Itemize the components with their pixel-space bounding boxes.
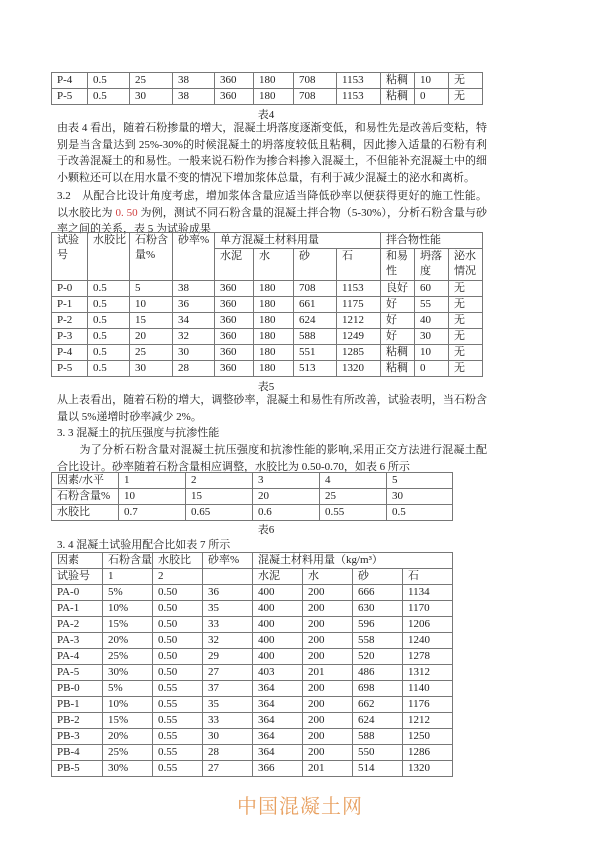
table-cell: 0: [415, 89, 449, 105]
table-cell: P-5: [52, 361, 88, 377]
table-cell: 1240: [403, 633, 453, 649]
table-cell: 200: [303, 649, 353, 665]
table-cell: 558: [353, 633, 403, 649]
table-cell: 0.55: [153, 745, 203, 761]
table-cell: 180: [254, 281, 294, 297]
table-cell: 588: [294, 329, 337, 345]
table-cell: 10: [119, 489, 186, 505]
header-cell: 砂: [353, 569, 403, 585]
table-cell: 0.50: [153, 617, 203, 633]
table-cell: 4: [320, 473, 387, 489]
header-test-id: 试验号: [52, 233, 88, 281]
table-cell: 200: [303, 745, 353, 761]
paragraph-table5-analysis: 从上表看出，随着石粉的增大，调整砂率，混凝土和易性有所改善，试验表明，当石粉含量以 5%递增时砂率减少 2%。: [57, 394, 487, 423]
table-cell: 0.6: [253, 505, 320, 521]
table-cell: P-2: [52, 313, 88, 329]
table-row: [52, 617, 453, 633]
table-cell: 无: [449, 73, 483, 89]
table-cell: 708: [294, 89, 337, 105]
header-materials: 混凝土材料用量（kg/m³）: [253, 553, 453, 569]
table-cell: 0.55: [153, 697, 203, 713]
table-cell: 0.55: [320, 505, 387, 521]
table-cell: PA-0: [52, 585, 103, 601]
header-cell: 试验号: [52, 569, 103, 585]
table-cell: 2: [186, 473, 253, 489]
table-cell: 32: [203, 633, 253, 649]
table-cell: 666: [353, 585, 403, 601]
table-cell: 0.5: [88, 297, 130, 313]
table-cell: 0.5: [88, 89, 130, 105]
table-row: [52, 313, 483, 329]
table-cell: 33: [203, 713, 253, 729]
table-cell: 180: [254, 297, 294, 313]
table-cell: 55: [415, 297, 449, 313]
table-cell: 0.55: [153, 761, 203, 777]
table-cell: P-4: [52, 345, 88, 361]
table-cell: 708: [294, 281, 337, 297]
table-cell: 0.50: [153, 585, 203, 601]
table-cell: 38: [173, 89, 215, 105]
table-cell: 10: [415, 73, 449, 89]
header-properties: 拌合物性能: [381, 233, 483, 249]
heading-3-4: 3. 4 混凝土试验用配合比如表 7 所示: [57, 539, 231, 551]
table-cell: 15%: [103, 617, 153, 633]
table-cell: 1206: [403, 617, 453, 633]
table-cell: 1249: [337, 329, 381, 345]
header-sand-ratio: 砂率%: [203, 553, 253, 569]
table-cell: 1320: [403, 761, 453, 777]
header-wb-ratio: 水胶比: [88, 233, 130, 281]
table-cell: 0.50: [153, 665, 203, 681]
table-cell: P-0: [52, 281, 88, 297]
table-cell: 180: [254, 73, 294, 89]
table-cell: 5: [387, 473, 453, 489]
header-cell: 水泥: [253, 569, 303, 585]
table-cell: PB-0: [52, 681, 103, 697]
table-cell: 33: [203, 617, 253, 633]
table-cell: 400: [253, 633, 303, 649]
table-cell: 25: [320, 489, 387, 505]
table-cell: 0.5: [387, 505, 453, 521]
table-cell: 25: [130, 73, 173, 89]
table-cell: PB-2: [52, 713, 103, 729]
table-cell: 360: [215, 297, 254, 313]
table-row: [52, 729, 453, 745]
table-cell: 1286: [403, 745, 453, 761]
table-cell: P-4: [52, 73, 88, 89]
table-cell: 662: [353, 697, 403, 713]
header-cell: 石: [403, 569, 453, 585]
table-row: [52, 601, 453, 617]
table-row: [52, 761, 453, 777]
table-cell: 400: [253, 601, 303, 617]
header-cell: 坍落度: [415, 249, 449, 281]
table-cell: 708: [294, 73, 337, 89]
table-cell: 0.50: [153, 601, 203, 617]
table-cell: 551: [294, 345, 337, 361]
table-cell: 15: [186, 489, 253, 505]
table-cell: 0.55: [153, 713, 203, 729]
table-cell: 200: [303, 729, 353, 745]
table-row: [52, 473, 453, 489]
table-cell: 0.55: [153, 681, 203, 697]
table-cell: 588: [353, 729, 403, 745]
table-cell: 360: [215, 329, 254, 345]
table-row: [52, 73, 483, 89]
table-row: [52, 345, 483, 361]
table-cell: 良好: [381, 281, 415, 297]
table-cell: 550: [353, 745, 403, 761]
table-cell: PB-3: [52, 729, 103, 745]
table-cell: 1250: [403, 729, 453, 745]
table-cell: 36: [173, 297, 215, 313]
table-cell: PB-4: [52, 745, 103, 761]
table-cell: 粘稠: [381, 73, 415, 89]
table-cell: 360: [215, 281, 254, 297]
header-cell: 砂: [294, 249, 337, 281]
table-cell: 360: [215, 73, 254, 89]
table-cell: 200: [303, 681, 353, 697]
table-cell: 20%: [103, 633, 153, 649]
table-cell: 36: [203, 585, 253, 601]
table-cell: 好: [381, 297, 415, 313]
table-cell: 1: [119, 473, 186, 489]
table-cell: 364: [253, 713, 303, 729]
paragraph-3-2: [57, 188, 487, 238]
table-cell: 无: [449, 361, 483, 377]
table-cell: 27: [203, 665, 253, 681]
table-cell: 400: [253, 649, 303, 665]
table-cell: 1212: [337, 313, 381, 329]
table-cell: P-3: [52, 329, 88, 345]
table-cell: 60: [415, 281, 449, 297]
table-cell: 0.7: [119, 505, 186, 521]
table-cell: 28: [203, 745, 253, 761]
table-cell: PA-4: [52, 649, 103, 665]
header-powder: 石粉含量: [103, 553, 153, 569]
table-cell: 38: [173, 73, 215, 89]
table-cell: 27: [203, 761, 253, 777]
table-cell: 1285: [337, 345, 381, 361]
header-cell: 水: [254, 249, 294, 281]
table-row: [52, 697, 453, 713]
table-cell: 624: [353, 713, 403, 729]
table-row: [52, 489, 453, 505]
heading-3-3: 3. 3 混凝土的抗压强度与抗渗性能: [57, 427, 220, 439]
table-cell: 20: [253, 489, 320, 505]
watermark-logo: 中国混凝土网: [237, 794, 363, 818]
table-cell: 1278: [403, 649, 453, 665]
table-cell: 486: [353, 665, 403, 681]
table-cell: 35: [203, 601, 253, 617]
table-row: [52, 649, 453, 665]
table-cell: 28: [173, 361, 215, 377]
table-cell: 5: [130, 281, 173, 297]
table-cell: 3: [253, 473, 320, 489]
header-factor: 因素: [52, 553, 103, 569]
table-cell: 30: [415, 329, 449, 345]
table-cell: 石粉含量%: [52, 489, 119, 505]
table-row: [52, 281, 483, 297]
table-cell: 360: [215, 89, 254, 105]
table-cell: 0.5: [88, 345, 130, 361]
table-5: [51, 232, 483, 377]
table-cell: 无: [449, 281, 483, 297]
table-cell: 30%: [103, 665, 153, 681]
table-cell: PB-1: [52, 697, 103, 713]
table-cell: 1140: [403, 681, 453, 697]
table-cell: PA-1: [52, 601, 103, 617]
header-cell: 水: [303, 569, 353, 585]
table-cell: PA-5: [52, 665, 103, 681]
table-cell: 200: [303, 601, 353, 617]
table-cell: P-1: [52, 297, 88, 313]
table-cell: 624: [294, 313, 337, 329]
table-cell: 364: [253, 697, 303, 713]
table-cell: 0.5: [88, 361, 130, 377]
table-cell: 364: [253, 745, 303, 761]
header-cell: 和易性: [381, 249, 415, 281]
table-cell: 29: [203, 649, 253, 665]
table-cell: 520: [353, 649, 403, 665]
table-row: [52, 329, 483, 345]
para-text: 3.2 从配合比设计角度考虑，增加浆体含量应适当降低砂率以便获得更好的施工性能。以水胶比为: [57, 190, 487, 219]
table-cell: 514: [353, 761, 403, 777]
para-text: 为例，测试不同石粉含量的混凝土拌合物（5-30%），分析石粉含量与砂率之间的关系，表 5 为试验成果: [57, 206, 488, 236]
table-cell: 1212: [403, 713, 453, 729]
table-cell: 1170: [403, 601, 453, 617]
table-cell: 0.5: [88, 313, 130, 329]
table-cell: 180: [254, 329, 294, 345]
table-row: [52, 665, 453, 681]
table-cell: 10: [130, 297, 173, 313]
table-cell: 0.5: [88, 329, 130, 345]
table-row: [52, 681, 453, 697]
table-cell: 400: [253, 617, 303, 633]
paragraph-3-3: 为了分析石粉含量对混凝土抗压强度和抗渗性能的影响,采用正交方法进行混凝土配合比设计。砂率随着石粉含量相应调整，水胶比为 0.50-0.70，如表 6 所示: [57, 444, 487, 473]
header-cell: 泌水情况: [449, 249, 483, 281]
table-cell: 10%: [103, 697, 153, 713]
table-cell: 0.65: [186, 505, 253, 521]
table-cell: 400: [253, 585, 303, 601]
table-cell: 无: [449, 329, 483, 345]
table-cell: 200: [303, 697, 353, 713]
table-cell: 201: [303, 761, 353, 777]
table-cell: 34: [173, 313, 215, 329]
table-cell: 15: [130, 313, 173, 329]
table-6-caption: 表6: [257, 524, 275, 536]
header-cell: 石: [337, 249, 381, 281]
table-cell: 1153: [337, 89, 381, 105]
header-cell: 1: [103, 569, 153, 585]
table-cell: 200: [303, 617, 353, 633]
table-cell: 5%: [103, 681, 153, 697]
table-5-caption: 表5: [257, 381, 275, 393]
table-row: [52, 361, 483, 377]
table-cell: 无: [449, 89, 483, 105]
table-7: [51, 552, 453, 777]
table-cell: 403: [253, 665, 303, 681]
table-cell: 661: [294, 297, 337, 313]
table-cell: 0.5: [88, 281, 130, 297]
table-cell: 0.50: [153, 649, 203, 665]
paragraph-table4-analysis: 由表 4 看出，随着石粉掺量的增大，混凝土坍落度逐渐变低，和易性先是改善后变粘，特别是当含量达到 25%-30%的时候混凝土的坍落度较低且粘稠，因此掺入适量的石粉有利于改善混凝土的和易性。一般来说石粉作为掺合料掺入混凝土，不但能补充混凝土中的细小颗粒还可以在用水量不变的情况下增加浆体总量，有利于减少混凝土的泌水和离析。: [57, 122, 487, 184]
header-cell: 水泥: [215, 249, 254, 281]
table-cell: 360: [215, 361, 254, 377]
table-cell: 630: [353, 601, 403, 617]
table-cell: 200: [303, 633, 353, 649]
table-4-caption: 表4: [257, 109, 275, 121]
header-powder: 石粉含量%: [130, 233, 173, 281]
table-cell: 360: [215, 313, 254, 329]
table-cell: 好: [381, 313, 415, 329]
header-cell: 2: [153, 569, 203, 585]
table-cell: 粘稠: [381, 89, 415, 105]
table-cell: 38: [173, 281, 215, 297]
table-cell: 好: [381, 329, 415, 345]
table-cell: 1312: [403, 665, 453, 681]
header-wb-ratio: 水胶比: [153, 553, 203, 569]
table-row: [52, 297, 483, 313]
header-materials: 单方混凝土材料用量: [215, 233, 381, 249]
table-row: [52, 585, 453, 601]
table-cell: 180: [254, 313, 294, 329]
table-cell: 30: [130, 89, 173, 105]
table-cell: 180: [254, 361, 294, 377]
table-cell: 无: [449, 297, 483, 313]
table-cell: 200: [303, 713, 353, 729]
table-cell: 25%: [103, 745, 153, 761]
table-row: [52, 505, 453, 521]
highlighted-ratio: 0. 50: [115, 206, 138, 219]
table-4: [51, 72, 483, 105]
table-cell: 180: [254, 345, 294, 361]
table-cell: 0.5: [88, 73, 130, 89]
table-cell: 5%: [103, 585, 153, 601]
table-cell: 30: [173, 345, 215, 361]
table-cell: P-5: [52, 89, 88, 105]
table-cell: 35: [203, 697, 253, 713]
table-6: [51, 472, 453, 521]
table-cell: 1134: [403, 585, 453, 601]
table-cell: 20%: [103, 729, 153, 745]
table-cell: 粘稠: [381, 345, 415, 361]
table-cell: 10: [415, 345, 449, 361]
table-row: [52, 633, 453, 649]
table-cell: 无: [449, 313, 483, 329]
table-cell: 180: [254, 89, 294, 105]
table-cell: 1320: [337, 361, 381, 377]
table-cell: 513: [294, 361, 337, 377]
header-sand-ratio: 砂率%: [173, 233, 215, 281]
table-row: [52, 745, 453, 761]
table-cell: 30: [387, 489, 453, 505]
table-cell: PA-2: [52, 617, 103, 633]
table-cell: 364: [253, 681, 303, 697]
table-cell: 0.55: [153, 729, 203, 745]
table-row: [52, 713, 453, 729]
table-cell: PA-3: [52, 633, 103, 649]
table-cell: 无: [449, 345, 483, 361]
table-cell: 30: [130, 361, 173, 377]
table-cell: PB-5: [52, 761, 103, 777]
table-cell: 366: [253, 761, 303, 777]
table-cell: 200: [303, 585, 353, 601]
table-cell: 因素/水平: [52, 473, 119, 489]
table-cell: 201: [303, 665, 353, 681]
table-cell: 25%: [103, 649, 153, 665]
table-cell: 20: [130, 329, 173, 345]
table-row: [52, 89, 483, 105]
table-cell: 698: [353, 681, 403, 697]
table-cell: 15%: [103, 713, 153, 729]
table-cell: 30%: [103, 761, 153, 777]
table-cell: 32: [173, 329, 215, 345]
header-cell: [203, 569, 253, 585]
table-cell: 1153: [337, 281, 381, 297]
table-cell: 37: [203, 681, 253, 697]
table-cell: 40: [415, 313, 449, 329]
table-cell: 10%: [103, 601, 153, 617]
table-cell: 0: [415, 361, 449, 377]
table-cell: 364: [253, 729, 303, 745]
table-cell: 360: [215, 345, 254, 361]
table-cell: 1175: [337, 297, 381, 313]
table-cell: 粘稠: [381, 361, 415, 377]
table-cell: 水胶比: [52, 505, 119, 521]
table-cell: 1153: [337, 73, 381, 89]
table-cell: 30: [203, 729, 253, 745]
table-cell: 596: [353, 617, 403, 633]
table-cell: 0.50: [153, 633, 203, 649]
table-cell: 25: [130, 345, 173, 361]
table-cell: 1176: [403, 697, 453, 713]
